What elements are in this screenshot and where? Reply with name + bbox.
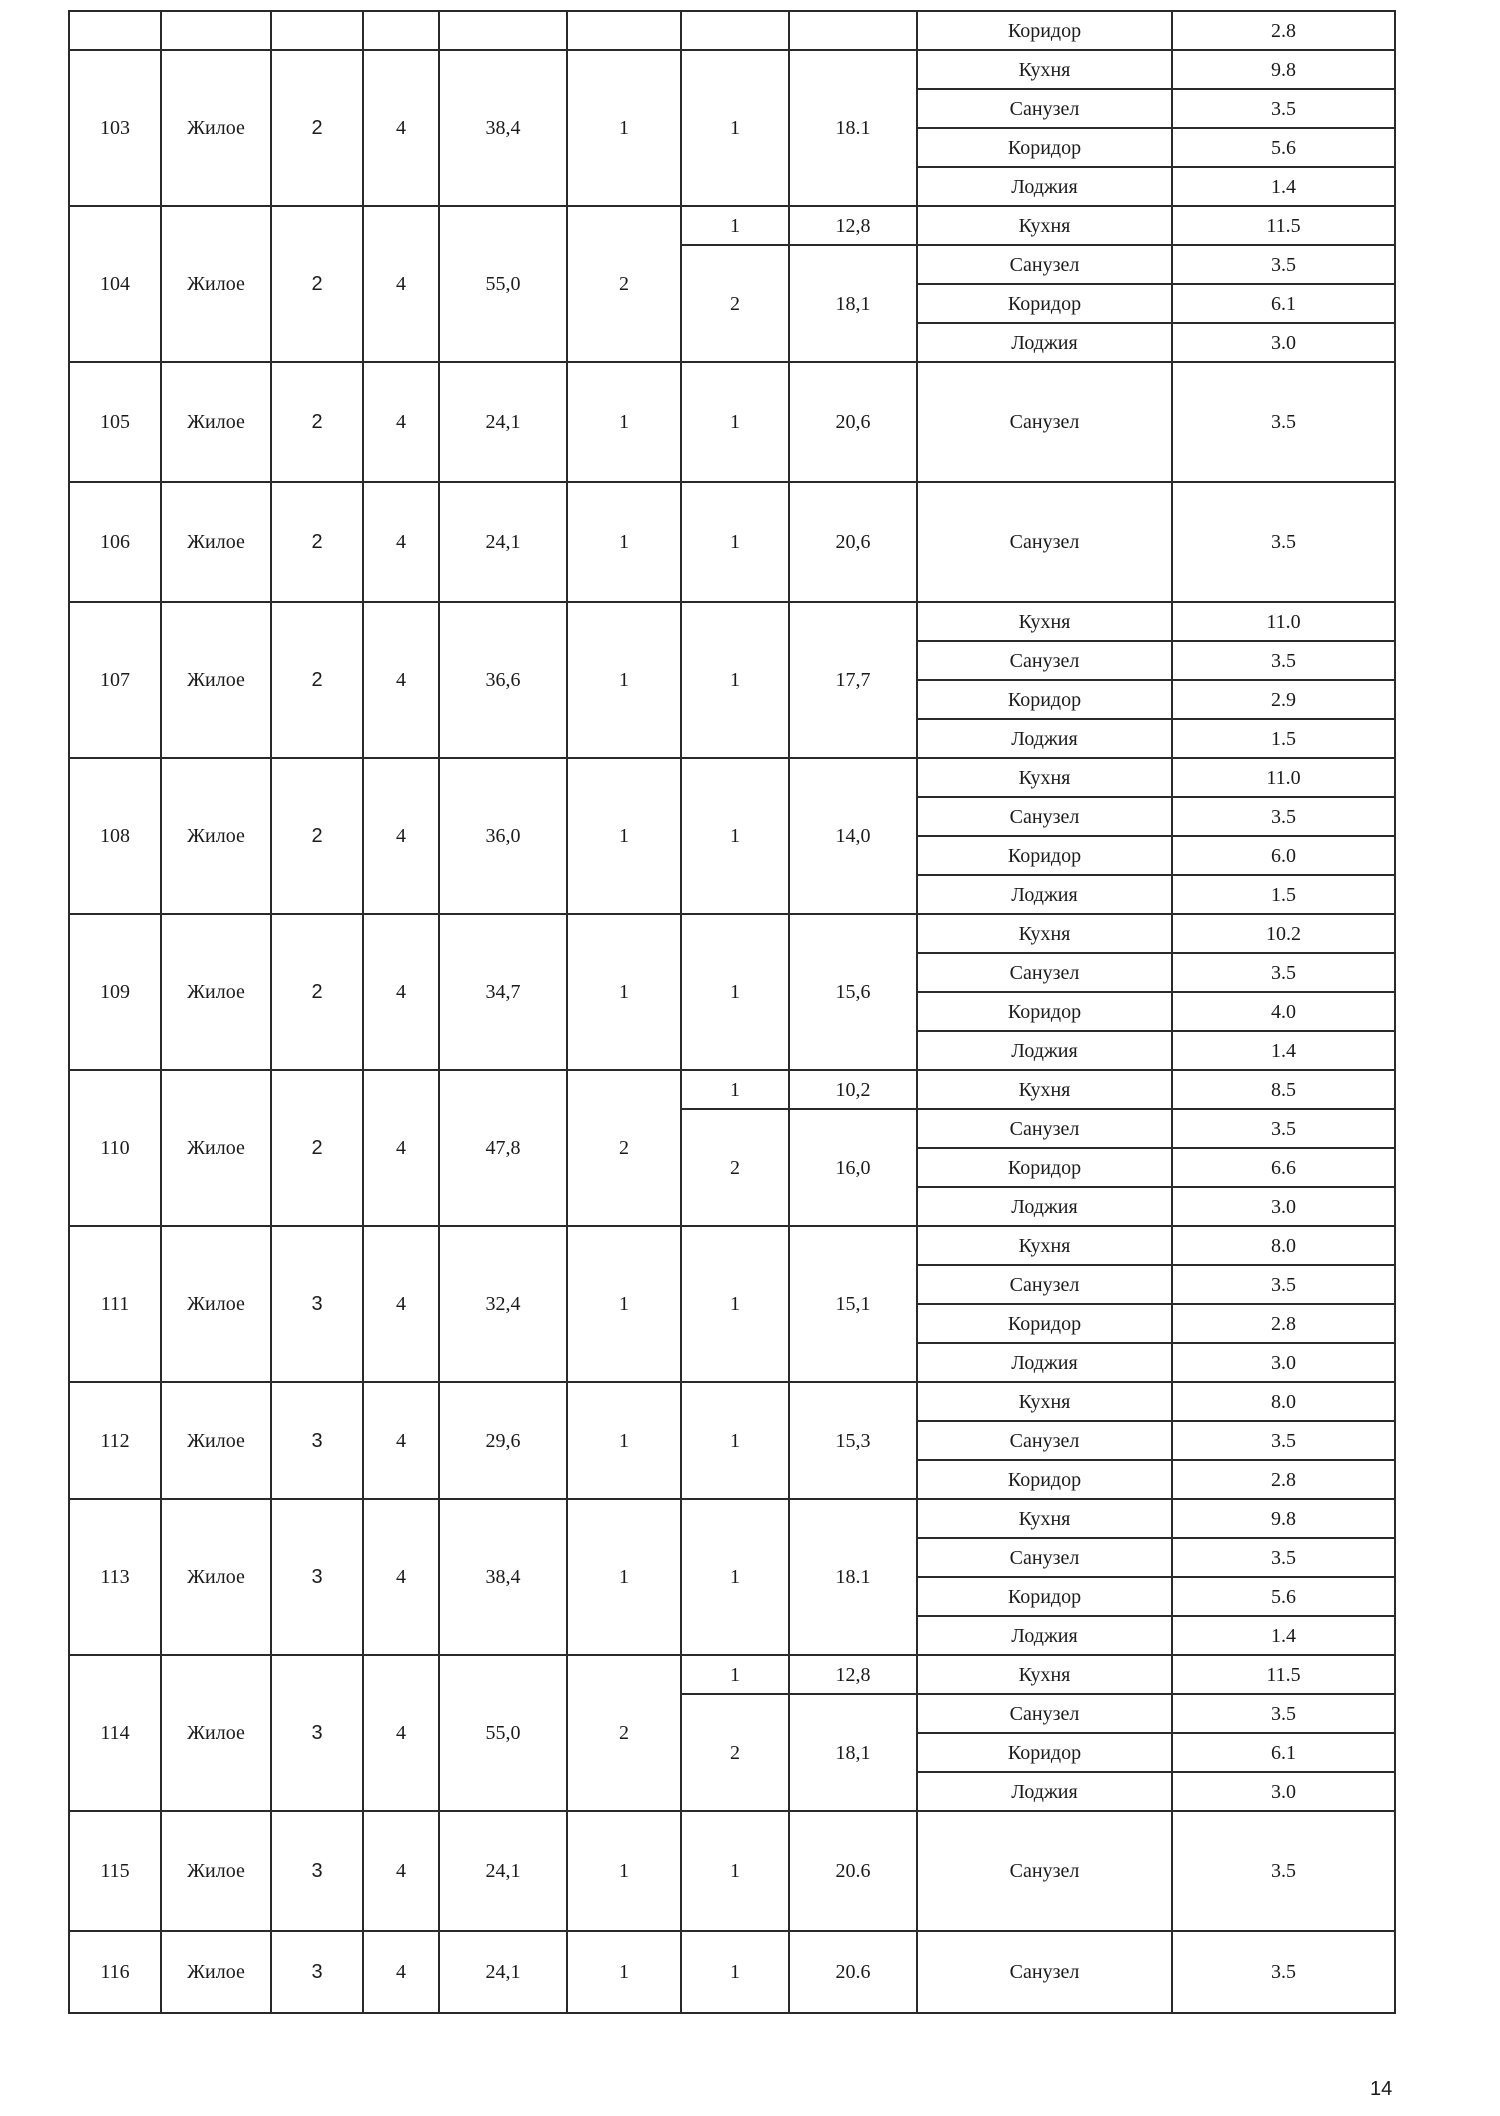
aux-room-name: Лоджия [917,323,1172,362]
aux-room-area: 3.0 [1172,1772,1395,1811]
empty-cell [439,11,567,50]
premises-type: Жилое [161,1070,271,1226]
column-value: 4 [363,1811,439,1931]
aux-room-name: Лоджия [917,167,1172,206]
empty-cell [681,11,789,50]
living-room-area: 12,8 [789,1655,917,1694]
column-value: 4 [363,1655,439,1811]
aux-room-area: 8.5 [1172,1070,1395,1109]
table-row [69,1931,1395,2013]
living-rooms-count: 1 [567,482,681,602]
living-room-area: 20,6 [789,482,917,602]
aux-room-name: Кухня [917,50,1172,89]
column-value: 4 [363,1070,439,1226]
aux-room-name: Санузел [917,797,1172,836]
aux-room-name: Санузел [917,1811,1172,1931]
aux-room-name: Санузел [917,362,1172,482]
apartment-number: 103 [69,50,161,206]
table-row [69,602,1395,641]
total-area: 55,0 [439,1655,567,1811]
premises-type: Жилое [161,1655,271,1811]
aux-room-area: 3.5 [1172,953,1395,992]
aux-room-area: 3.5 [1172,1931,1395,2013]
column-value: 4 [363,1499,439,1655]
aux-room-area: 3.5 [1172,1811,1395,1931]
column-value: 4 [363,602,439,758]
aux-room-name: Санузел [917,89,1172,128]
living-room-number: 2 [681,1694,789,1811]
living-room-area: 12,8 [789,206,917,245]
total-area: 32,4 [439,1226,567,1382]
premises-type: Жилое [161,1226,271,1382]
aux-room-name: Санузел [917,482,1172,602]
aux-room-area: 3.5 [1172,89,1395,128]
table-row [69,1655,1395,1694]
aux-room-name: Санузел [917,641,1172,680]
aux-room-area: 3.5 [1172,245,1395,284]
apartment-number: 108 [69,758,161,914]
table-row [69,362,1395,482]
floor-number: 2 [271,914,363,1070]
apartment-number: 110 [69,1070,161,1226]
living-room-number: 1 [681,758,789,914]
floor-number: 3 [271,1499,363,1655]
aux-room-area: 3.5 [1172,1694,1395,1733]
empty-cell [363,11,439,50]
premises-type: Жилое [161,206,271,362]
apartment-number: 112 [69,1382,161,1499]
floor-number: 2 [271,758,363,914]
aux-room-area: 3.0 [1172,1187,1395,1226]
aux-room-name: Лоджия [917,1616,1172,1655]
column-value: 4 [363,914,439,1070]
living-room-number: 1 [681,602,789,758]
living-room-number: 1 [681,50,789,206]
aux-room-area: 10.2 [1172,914,1395,953]
column-value: 4 [363,1931,439,2013]
page-number: 14 [1370,2078,1393,2100]
living-room-area: 10,2 [789,1070,917,1109]
total-area: 24,1 [439,1811,567,1931]
aux-room-name: Коридор [917,836,1172,875]
apartment-number: 109 [69,914,161,1070]
table-row [69,1811,1395,1931]
floor-number: 2 [271,1070,363,1226]
column-value: 4 [363,50,439,206]
living-rooms-count: 1 [567,914,681,1070]
table-row [69,914,1395,953]
aux-room-area: 2.8 [1172,1460,1395,1499]
aux-room-area: 9.8 [1172,50,1395,89]
premises-type: Жилое [161,1499,271,1655]
aux-room-name: Санузел [917,1109,1172,1148]
living-room-number: 1 [681,1070,789,1109]
aux-room-name: Коридор [917,680,1172,719]
living-room-number: 1 [681,362,789,482]
aux-room-name: Кухня [917,206,1172,245]
aux-room-area: 3.0 [1172,323,1395,362]
aux-room-area: 1.4 [1172,167,1395,206]
apartment-number: 116 [69,1931,161,2013]
apartment-number: 115 [69,1811,161,1931]
aux-room-area: 4.0 [1172,992,1395,1031]
aux-room-name: Санузел [917,1931,1172,2013]
aux-room-name: Коридор [917,992,1172,1031]
total-area: 36,0 [439,758,567,914]
aux-room-name: Кухня [917,914,1172,953]
floor-number: 3 [271,1811,363,1931]
apartment-number: 105 [69,362,161,482]
column-value: 4 [363,1382,439,1499]
aux-room-name: Санузел [917,1538,1172,1577]
living-room-area: 20,6 [789,362,917,482]
aux-room-area: 6.6 [1172,1148,1395,1187]
aux-room-area: 3.5 [1172,1109,1395,1148]
apartment-number: 113 [69,1499,161,1655]
table-row [69,1499,1395,1538]
column-value: 4 [363,206,439,362]
premises-type: Жилое [161,602,271,758]
apartment-number: 111 [69,1226,161,1382]
living-room-area: 15,1 [789,1226,917,1382]
floor-number: 2 [271,50,363,206]
living-room-area: 18.1 [789,1499,917,1655]
total-area: 55,0 [439,206,567,362]
table-row [69,1226,1395,1265]
aux-room-area: 3.5 [1172,482,1395,602]
aux-room-area: 3.5 [1172,362,1395,482]
aux-room-name: Коридор [917,284,1172,323]
aux-room-area: 2.8 [1172,1304,1395,1343]
living-rooms-count: 1 [567,602,681,758]
living-rooms-count: 1 [567,758,681,914]
total-area: 34,7 [439,914,567,1070]
column-value: 4 [363,482,439,602]
empty-cell [271,11,363,50]
column-value: 4 [363,362,439,482]
premises-type: Жилое [161,758,271,914]
aux-room-name: Кухня [917,602,1172,641]
aux-room-area: 5.6 [1172,128,1395,167]
aux-room-name: Кухня [917,758,1172,797]
table-row [69,1070,1395,1109]
living-room-area: 18,1 [789,1694,917,1811]
total-area: 24,1 [439,1931,567,2013]
total-area: 47,8 [439,1070,567,1226]
premises-type: Жилое [161,50,271,206]
aux-room-name: Коридор [917,1304,1172,1343]
aux-room-area: 2.8 [1172,11,1395,50]
living-room-number: 2 [681,1109,789,1226]
floor-number: 3 [271,1655,363,1811]
apartment-number: 104 [69,206,161,362]
aux-room-name: Санузел [917,1421,1172,1460]
living-room-area: 15,3 [789,1382,917,1499]
aux-room-name: Коридор [917,11,1172,50]
living-room-area: 17,7 [789,602,917,758]
aux-room-name: Кухня [917,1226,1172,1265]
premises-type: Жилое [161,1382,271,1499]
table-body [69,11,1395,2013]
aux-room-area: 5.6 [1172,1577,1395,1616]
apartment-number: 114 [69,1655,161,1811]
living-room-number: 1 [681,1931,789,2013]
living-rooms-count: 1 [567,1811,681,1931]
aux-room-name: Лоджия [917,1031,1172,1070]
living-room-number: 1 [681,914,789,1070]
living-rooms-count: 1 [567,1931,681,2013]
aux-room-name: Санузел [917,1694,1172,1733]
premises-type: Жилое [161,362,271,482]
aux-room-area: 3.0 [1172,1343,1395,1382]
floor-number: 3 [271,1226,363,1382]
aux-room-area: 1.4 [1172,1616,1395,1655]
living-rooms-count: 2 [567,1070,681,1226]
living-room-number: 1 [681,1499,789,1655]
aux-room-area: 6.0 [1172,836,1395,875]
aux-room-name: Коридор [917,1733,1172,1772]
living-room-area: 20.6 [789,1931,917,2013]
table-row [69,1382,1395,1421]
apartment-number: 107 [69,602,161,758]
aux-room-name: Санузел [917,1265,1172,1304]
living-room-number: 1 [681,206,789,245]
living-rooms-count: 2 [567,206,681,362]
living-room-area: 18.1 [789,50,917,206]
premises-type: Жилое [161,1931,271,2013]
aux-room-area: 3.5 [1172,1538,1395,1577]
premises-type: Жилое [161,482,271,602]
aux-room-area: 11.5 [1172,206,1395,245]
column-value: 4 [363,758,439,914]
aux-room-area: 6.1 [1172,1733,1395,1772]
table-row [69,758,1395,797]
table-row [69,50,1395,89]
aux-room-area: 9.8 [1172,1499,1395,1538]
aux-room-name: Кухня [917,1655,1172,1694]
living-room-number: 1 [681,1811,789,1931]
aux-room-area: 3.5 [1172,1421,1395,1460]
continuation-row [69,11,1395,50]
total-area: 36,6 [439,602,567,758]
living-rooms-count: 1 [567,1499,681,1655]
premises-type: Жилое [161,914,271,1070]
total-area: 29,6 [439,1382,567,1499]
aux-room-area: 2.9 [1172,680,1395,719]
total-area: 24,1 [439,362,567,482]
total-area: 38,4 [439,50,567,206]
floor-number: 2 [271,206,363,362]
aux-room-area: 8.0 [1172,1226,1395,1265]
premises-type: Жилое [161,1811,271,1931]
living-rooms-count: 2 [567,1655,681,1811]
empty-cell [69,11,161,50]
apartment-register-table [68,10,1396,2014]
floor-number: 2 [271,482,363,602]
aux-room-name: Коридор [917,1577,1172,1616]
aux-room-name: Коридор [917,1148,1172,1187]
table-row [69,206,1395,245]
living-room-area: 20.6 [789,1811,917,1931]
living-rooms-count: 1 [567,362,681,482]
aux-room-area: 8.0 [1172,1382,1395,1421]
living-room-number: 1 [681,1655,789,1694]
aux-room-area: 11.0 [1172,602,1395,641]
floor-number: 3 [271,1931,363,2013]
living-rooms-count: 1 [567,1382,681,1499]
floor-number: 2 [271,362,363,482]
aux-room-name: Санузел [917,953,1172,992]
total-area: 24,1 [439,482,567,602]
total-area: 38,4 [439,1499,567,1655]
living-room-area: 15,6 [789,914,917,1070]
living-room-number: 1 [681,482,789,602]
aux-room-name: Кухня [917,1499,1172,1538]
aux-room-area: 3.5 [1172,797,1395,836]
table-row [69,482,1395,602]
apartment-number: 106 [69,482,161,602]
aux-room-name: Санузел [917,245,1172,284]
column-value: 4 [363,1226,439,1382]
aux-room-area: 3.5 [1172,1265,1395,1304]
aux-room-area: 1.5 [1172,875,1395,914]
aux-room-area: 11.0 [1172,758,1395,797]
aux-room-name: Лоджия [917,1343,1172,1382]
aux-room-name: Кухня [917,1070,1172,1109]
aux-room-name: Лоджия [917,875,1172,914]
aux-room-area: 3.5 [1172,641,1395,680]
living-room-number: 1 [681,1382,789,1499]
aux-room-area: 6.1 [1172,284,1395,323]
living-rooms-count: 1 [567,1226,681,1382]
living-room-area: 14,0 [789,758,917,914]
living-rooms-count: 1 [567,50,681,206]
aux-room-name: Лоджия [917,1772,1172,1811]
aux-room-name: Коридор [917,1460,1172,1499]
aux-room-name: Лоджия [917,1187,1172,1226]
living-room-number: 1 [681,1226,789,1382]
aux-room-name: Кухня [917,1382,1172,1421]
floor-number: 3 [271,1382,363,1499]
aux-room-area: 1.4 [1172,1031,1395,1070]
living-room-number: 2 [681,245,789,362]
empty-cell [789,11,917,50]
living-room-area: 18,1 [789,245,917,362]
empty-cell [567,11,681,50]
aux-room-area: 11.5 [1172,1655,1395,1694]
aux-room-area: 1.5 [1172,719,1395,758]
floor-number: 2 [271,602,363,758]
aux-room-name: Лоджия [917,719,1172,758]
empty-cell [161,11,271,50]
aux-room-name: Коридор [917,128,1172,167]
living-room-area: 16,0 [789,1109,917,1226]
